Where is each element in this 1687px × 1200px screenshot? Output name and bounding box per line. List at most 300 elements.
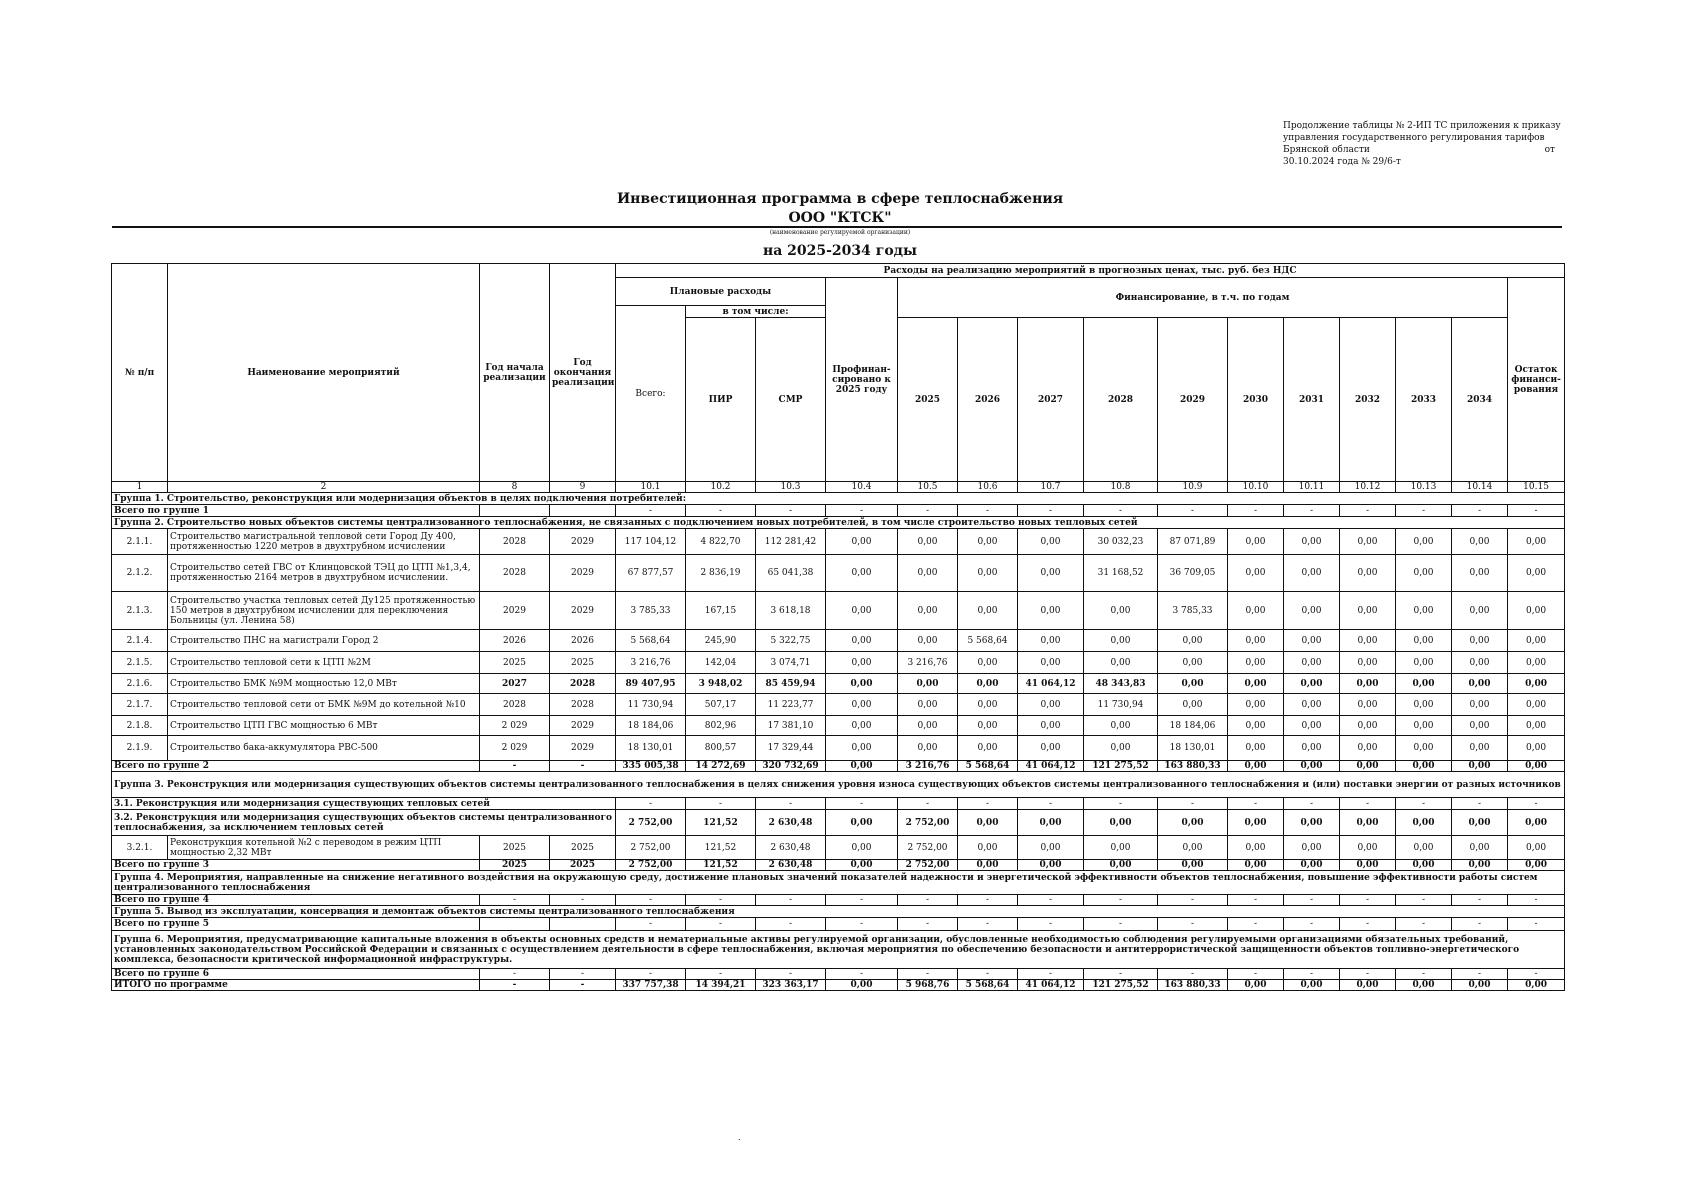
row-value: 2 752,00 <box>898 836 958 860</box>
row-value: 0,00 <box>1452 736 1508 761</box>
table-row <box>112 694 1565 716</box>
row-value: 30 032,23 <box>1084 529 1158 555</box>
group-3-row <box>112 772 1565 798</box>
total-value: - <box>1452 969 1508 980</box>
header-year-2025: 2025 <box>898 318 958 482</box>
row-value: 0,00 <box>1508 736 1565 761</box>
header-total: Всего: <box>616 306 686 482</box>
total-value: - <box>1508 969 1565 980</box>
total-value: - <box>756 798 826 810</box>
total-value: 3 216,76 <box>898 761 958 772</box>
header-start-year: Год начала реализации <box>480 264 550 482</box>
column-number: 10.15 <box>1508 482 1565 493</box>
note-line-3 <box>1283 144 1583 156</box>
row-value: 4 822,70 <box>686 529 756 555</box>
total-value: - <box>1228 505 1284 517</box>
header-planned: Плановые расходы <box>616 278 826 306</box>
row-value: 3 216,76 <box>616 652 686 674</box>
row-value: 2025 <box>480 836 550 860</box>
row-value: 0,00 <box>958 836 1018 860</box>
total-value: 0,00 <box>1340 860 1396 871</box>
total-value: - <box>480 761 550 772</box>
total-value: - <box>1284 505 1340 517</box>
row-value: 2 029 <box>480 716 550 736</box>
total-value: 0,00 <box>1508 860 1565 871</box>
column-number: 10.12 <box>1340 482 1396 493</box>
note-line-3-right: от <box>1544 145 1555 155</box>
row-value: 2 752,00 <box>616 836 686 860</box>
total-value: - <box>756 969 826 980</box>
total-value: - <box>1340 969 1396 980</box>
row-number: 2.1.4. <box>112 630 168 652</box>
column-number: 10.8 <box>1084 482 1158 493</box>
header-expenses: Расходы на реализацию мероприятий в прогнозных ценах, тыс. руб. без НДС <box>616 264 1565 278</box>
row-value: 0,00 <box>1396 716 1452 736</box>
row-value: 0,00 <box>958 529 1018 555</box>
total-value: - <box>480 980 550 991</box>
row-value: 5 568,64 <box>958 630 1018 652</box>
total-value: 121 275,52 <box>1084 980 1158 991</box>
row-value: 0,00 <box>826 630 898 652</box>
total-value: 0,00 <box>1284 860 1340 871</box>
row-value: 0,00 <box>1228 716 1284 736</box>
row-value: 0,00 <box>1284 716 1340 736</box>
group-3-2-row <box>112 810 1565 836</box>
row-value: 167,15 <box>686 592 756 630</box>
total-value: - <box>686 505 756 517</box>
total-value: - <box>1158 505 1228 517</box>
total-value: - <box>550 969 616 980</box>
row-value: 0,00 <box>1018 592 1084 630</box>
group-1-row <box>112 493 1565 505</box>
row-value: 18 184,06 <box>1158 716 1228 736</box>
row-value: 48 343,83 <box>1084 674 1158 694</box>
total-value: - <box>826 895 898 906</box>
row-value: 0,00 <box>958 736 1018 761</box>
organization-caption: (наименование регулируемой организации) <box>769 229 911 236</box>
table-row <box>112 716 1565 736</box>
header-name: Наименование мероприятий <box>168 264 480 482</box>
total-value: 335 005,38 <box>616 761 686 772</box>
section-title: Группа 1. Строительство, реконструкция или модернизация объектов в целях подключения потребителей: <box>112 493 1565 505</box>
table-row <box>112 736 1565 761</box>
total-value: - <box>1452 505 1508 517</box>
header-year-2028: 2028 <box>1084 318 1158 482</box>
total-value: 337 757,38 <box>616 980 686 991</box>
total-value: - <box>1508 505 1565 517</box>
row-value: 0,00 <box>958 716 1018 736</box>
group-6-total <box>112 969 1565 980</box>
total-value: 0,00 <box>1396 810 1452 836</box>
total-value: 0,00 <box>826 860 898 871</box>
header-year-2032: 2032 <box>1340 318 1396 482</box>
row-number: 2.1.3. <box>112 592 168 630</box>
total-value: - <box>958 918 1018 931</box>
column-number: 10.13 <box>1396 482 1452 493</box>
total-label: ИТОГО по программе <box>112 980 480 991</box>
total-value: 5 568,64 <box>958 980 1018 991</box>
row-value: 3 074,71 <box>756 652 826 674</box>
title-divider <box>112 226 1562 228</box>
row-value: 5 568,64 <box>616 630 686 652</box>
row-value: 0,00 <box>1284 674 1340 694</box>
row-value: 2025 <box>550 836 616 860</box>
total-value: 0,00 <box>1452 761 1508 772</box>
row-number: 2.1.5. <box>112 652 168 674</box>
column-number: 10.5 <box>898 482 958 493</box>
column-number: 10.10 <box>1228 482 1284 493</box>
table-row <box>112 592 1565 630</box>
total-value: - <box>958 798 1018 810</box>
total-value: - <box>480 895 550 906</box>
row-value: 0,00 <box>898 674 958 694</box>
document-title: Инвестиционная программа в сфере теплоснабжения <box>616 191 1064 207</box>
total-value: 0,00 <box>826 761 898 772</box>
total-value: - <box>686 798 756 810</box>
row-value: 0,00 <box>1340 716 1396 736</box>
total-value: 0,00 <box>1452 980 1508 991</box>
total-value: - <box>1228 918 1284 931</box>
total-value: - <box>1396 798 1452 810</box>
row-value: 2029 <box>550 529 616 555</box>
header-year-2034: 2034 <box>1452 318 1508 482</box>
total-value: 0,00 <box>1084 860 1158 871</box>
row-value: 2029 <box>550 592 616 630</box>
row-value: 0,00 <box>1396 592 1452 630</box>
total-value: - <box>1340 505 1396 517</box>
total-value: - <box>1158 895 1228 906</box>
total-value: - <box>1396 918 1452 931</box>
row-value: 2029 <box>480 592 550 630</box>
measure-name: Строительство ПНС на магистрали Город 2 <box>168 630 480 652</box>
row-value: 0,00 <box>1018 529 1084 555</box>
total-value: - <box>756 895 826 906</box>
row-value: 0,00 <box>1452 694 1508 716</box>
row-value: 0,00 <box>1018 716 1084 736</box>
row-value: 0,00 <box>1452 836 1508 860</box>
total-value: - <box>898 505 958 517</box>
table-row <box>112 555 1565 592</box>
total-value: 0,00 <box>1018 860 1084 871</box>
column-number: 10.2 <box>686 482 756 493</box>
total-value: - <box>898 969 958 980</box>
row-value: 0,00 <box>1018 555 1084 592</box>
header-including: в том числе: <box>686 306 826 318</box>
row-value: 2026 <box>550 630 616 652</box>
row-value: 0,00 <box>1396 555 1452 592</box>
row-value: 0,00 <box>1018 836 1084 860</box>
section-title: Группа 6. Мероприятия, предусматривающие капитальные вложения в объекты основных средств и нематериальные активы регулируемой организации, обусловленные необходимостью соблюдения регулируемыми организациями обязательных требований, установленных законодательством Российской Федерации и связанных с осуществлением деятельности в сфере теплоснабжения, включая мероприятия по обеспечению безопасности и антитеррористической защищенности объектов топливно-энергетического комплекса, безопасности критической информационной инфраструктуры. <box>112 931 1565 969</box>
header-year-2029: 2029 <box>1158 318 1228 482</box>
row-value: 67 877,57 <box>616 555 686 592</box>
row-value: 2028 <box>480 529 550 555</box>
total-value: 2025 <box>480 860 550 871</box>
row-value: 18 130,01 <box>1158 736 1228 761</box>
total-value: - <box>1158 798 1228 810</box>
row-value: 89 407,95 <box>616 674 686 694</box>
row-value: 0,00 <box>958 694 1018 716</box>
total-value: - <box>826 969 898 980</box>
total-value: - <box>898 798 958 810</box>
row-value: 0,00 <box>898 630 958 652</box>
column-number: 10.9 <box>1158 482 1228 493</box>
total-value: 14 394,21 <box>686 980 756 991</box>
column-number: 9 <box>550 482 616 493</box>
total-value: - <box>550 980 616 991</box>
row-value: 800,57 <box>686 736 756 761</box>
row-value: 0,00 <box>1452 716 1508 736</box>
measure-name: Строительство тепловой сети от БМК №9М до котельной №10 <box>168 694 480 716</box>
total-value: 163 880,33 <box>1158 761 1228 772</box>
total-value: - <box>1508 918 1565 931</box>
total-value: 0,00 <box>1084 810 1158 836</box>
total-value: - <box>1396 505 1452 517</box>
total-value: - <box>1158 969 1228 980</box>
row-value: 0,00 <box>1018 630 1084 652</box>
total-value: 121,52 <box>686 810 756 836</box>
row-number: 2.1.1. <box>112 529 168 555</box>
row-value: 112 281,42 <box>756 529 826 555</box>
row-value: 11 223,77 <box>756 694 826 716</box>
row-value: 0,00 <box>1340 694 1396 716</box>
row-value: 0,00 <box>1508 630 1565 652</box>
total-value: - <box>616 505 686 517</box>
row-value: 0,00 <box>1340 736 1396 761</box>
total-value: 0,00 <box>1452 860 1508 871</box>
total-value: 0,00 <box>1284 761 1340 772</box>
row-value: 0,00 <box>1340 529 1396 555</box>
total-value: - <box>1018 918 1084 931</box>
row-value: 802,96 <box>686 716 756 736</box>
organization-name: ООО "КТСК" <box>788 210 892 226</box>
total-value: 0,00 <box>1158 860 1228 871</box>
total-value: 0,00 <box>826 980 898 991</box>
column-number: 10.3 <box>756 482 826 493</box>
row-value: 3 948,02 <box>686 674 756 694</box>
total-value: - <box>1018 798 1084 810</box>
total-value: 0,00 <box>1228 860 1284 871</box>
row-value: 0,00 <box>1158 674 1228 694</box>
row-value: 0,00 <box>826 529 898 555</box>
header-remainder: Остаток финанси-рования <box>1508 278 1565 482</box>
row-value: 0,00 <box>958 674 1018 694</box>
total-value: - <box>616 895 686 906</box>
row-value: 18 184,06 <box>616 716 686 736</box>
total-value: - <box>1284 798 1340 810</box>
header-year-2033: 2033 <box>1396 318 1452 482</box>
total-value: 0,00 <box>1340 810 1396 836</box>
group-5-row <box>112 906 1565 918</box>
total-value: - <box>1340 918 1396 931</box>
total-value: - <box>1284 969 1340 980</box>
total-value: - <box>958 969 1018 980</box>
header-pir: ПИР <box>686 318 756 482</box>
row-value: 0,00 <box>1228 674 1284 694</box>
total-label: Всего по группе 5 <box>112 918 480 931</box>
total-value: 323 363,17 <box>756 980 826 991</box>
column-number: 10.6 <box>958 482 1018 493</box>
total-value: - <box>480 969 550 980</box>
row-value: 85 459,94 <box>756 674 826 694</box>
row-value: 0,00 <box>1340 836 1396 860</box>
row-value: 2 630,48 <box>756 836 826 860</box>
header-year-2031: 2031 <box>1284 318 1340 482</box>
row-value: 2028 <box>550 674 616 694</box>
total-value: - <box>898 918 958 931</box>
total-value: - <box>1158 918 1228 931</box>
total-value: 0,00 <box>1508 810 1565 836</box>
row-value: 0,00 <box>1396 836 1452 860</box>
total-value: - <box>1452 918 1508 931</box>
total-value: - <box>826 505 898 517</box>
row-value: 17 381,10 <box>756 716 826 736</box>
total-value: 5 568,64 <box>958 761 1018 772</box>
row-value: 0,00 <box>1018 694 1084 716</box>
total-value: - <box>1508 895 1565 906</box>
group-2-total <box>112 761 1565 772</box>
row-value: 0,00 <box>1284 529 1340 555</box>
row-value: 0,00 <box>1084 630 1158 652</box>
total-value: - <box>1284 895 1340 906</box>
row-value: 0,00 <box>958 555 1018 592</box>
column-number: 10.11 <box>1284 482 1340 493</box>
row-value: 0,00 <box>1084 716 1158 736</box>
row-value: 117 104,12 <box>616 529 686 555</box>
row-value: 0,00 <box>898 529 958 555</box>
row-value: 0,00 <box>1340 652 1396 674</box>
section-title: Группа 3. Реконструкция или модернизация существующих объектов системы централизованного теплоснабжения в целях снижения уровня износа существующих объектов системы централизованного теплоснабжения и (или) поставки энергии от разных источников <box>112 772 1565 798</box>
total-value: - <box>1228 798 1284 810</box>
note-line-3-left: Брянской области <box>1283 145 1370 155</box>
row-value: 0,00 <box>1396 652 1452 674</box>
total-value: 2 630,48 <box>756 810 826 836</box>
measure-name: Строительство сетей ГВС от Клинцовской ТЭЦ до ЦТП №1,3,4, протяженностью 2164 метров в двухтрубном исчислении. <box>168 555 480 592</box>
total-value: - <box>756 918 826 931</box>
row-value: 5 322,75 <box>756 630 826 652</box>
column-number: 8 <box>480 482 550 493</box>
total-value: 0,00 <box>1508 980 1565 991</box>
total-value: - <box>1452 895 1508 906</box>
row-value: 0,00 <box>1396 736 1452 761</box>
row-value: 0,00 <box>1284 736 1340 761</box>
row-value: 0,00 <box>1508 674 1565 694</box>
header-smr: СМР <box>756 318 826 482</box>
total-value: 0,00 <box>1018 810 1084 836</box>
investment-table <box>111 263 1565 991</box>
row-value: 41 064,12 <box>1018 674 1084 694</box>
row-value: 0,00 <box>1228 630 1284 652</box>
row-value: 0,00 <box>1228 836 1284 860</box>
note-line-1: Продолжение таблицы № 2-ИП ТС приложения к приказу <box>1283 121 1561 131</box>
group-4-total <box>112 895 1565 906</box>
row-value: 0,00 <box>1228 694 1284 716</box>
total-value: - <box>1284 918 1340 931</box>
row-number: 2.1.7. <box>112 694 168 716</box>
total-label: Всего по группе 4 <box>112 895 480 906</box>
row-value: 2029 <box>550 555 616 592</box>
row-value: 0,00 <box>1452 529 1508 555</box>
row-value: 0,00 <box>826 674 898 694</box>
table-row <box>112 674 1565 694</box>
total-value: - <box>898 895 958 906</box>
measure-name: Строительство магистральной тепловой сети Город Ду 400, протяженностью 1220 метров в двухтрубном исчислении <box>168 529 480 555</box>
row-value: 0,00 <box>1396 694 1452 716</box>
total-value <box>480 505 550 517</box>
total-value: - <box>1228 895 1284 906</box>
total-value: - <box>616 798 686 810</box>
total-value: 41 064,12 <box>1018 980 1084 991</box>
row-value: 0,00 <box>1228 529 1284 555</box>
row-value: 0,00 <box>1284 592 1340 630</box>
row-value: 0,00 <box>1228 592 1284 630</box>
row-value: 142,04 <box>686 652 756 674</box>
total-value: 0,00 <box>1228 980 1284 991</box>
measure-name: Строительство бака-аккумулятора РВС-500 <box>168 736 480 761</box>
row-value: 0,00 <box>958 592 1018 630</box>
row-value: 0,00 <box>1084 836 1158 860</box>
row-value: 0,00 <box>826 736 898 761</box>
row-value: 0,00 <box>958 652 1018 674</box>
row-value: 0,00 <box>1158 694 1228 716</box>
row-value: 0,00 <box>1018 652 1084 674</box>
total-value <box>480 918 550 931</box>
program-period: на 2025-2034 годы <box>762 243 918 259</box>
row-value: 2 029 <box>480 736 550 761</box>
total-value <box>550 505 616 517</box>
row-value: 2 836,19 <box>686 555 756 592</box>
total-value: 0,00 <box>1508 761 1565 772</box>
row-value: 0,00 <box>826 694 898 716</box>
row-value: 0,00 <box>826 836 898 860</box>
row-value: 0,00 <box>1340 630 1396 652</box>
header-year-2030: 2030 <box>1228 318 1284 482</box>
total-value: 121,52 <box>686 860 756 871</box>
row-value: 0,00 <box>1508 836 1565 860</box>
row-value: 0,00 <box>898 555 958 592</box>
header-num: № п/п <box>112 264 168 482</box>
row-value: 0,00 <box>1508 592 1565 630</box>
total-value: - <box>686 895 756 906</box>
total-label: Всего по группе 1 <box>112 505 480 517</box>
total-value <box>550 918 616 931</box>
row-value: 0,00 <box>1084 736 1158 761</box>
row-value: 0,00 <box>826 652 898 674</box>
row-value: 2029 <box>550 716 616 736</box>
table-row <box>112 529 1565 555</box>
row-value: 0,00 <box>898 716 958 736</box>
total-value: - <box>1452 798 1508 810</box>
row-value: 0,00 <box>826 716 898 736</box>
total-value: 0,00 <box>1158 810 1228 836</box>
row-value: 0,00 <box>898 694 958 716</box>
total-value: - <box>958 895 1018 906</box>
total-value: - <box>686 969 756 980</box>
row-value: 0,00 <box>1284 694 1340 716</box>
total-value: 0,00 <box>1340 761 1396 772</box>
column-number: 1 <box>112 482 168 493</box>
section-title: Группа 2. Строительство новых объектов системы централизованного теплоснабжения, не связанных с подключением новых потребителей, в том числе строительство новых тепловых сетей <box>112 517 1565 529</box>
total-value: - <box>1228 969 1284 980</box>
row-value: 36 709,05 <box>1158 555 1228 592</box>
row-value: 0,00 <box>1018 736 1084 761</box>
row-value: 0,00 <box>826 592 898 630</box>
total-value: 320 732,69 <box>756 761 826 772</box>
section-title: Группа 5. Вывод из эксплуатации, консервация и демонтаж объектов системы централизованного теплоснабжения <box>112 906 1565 918</box>
measure-name: Строительство участка тепловых сетей Ду125 протяженностью 150 метров в двухтрубном исчислении для переключения Больницы (ул. Ленина 58) <box>168 592 480 630</box>
row-value: 0,00 <box>1452 674 1508 694</box>
grand-total <box>112 980 1565 991</box>
group-4-row <box>112 871 1565 895</box>
